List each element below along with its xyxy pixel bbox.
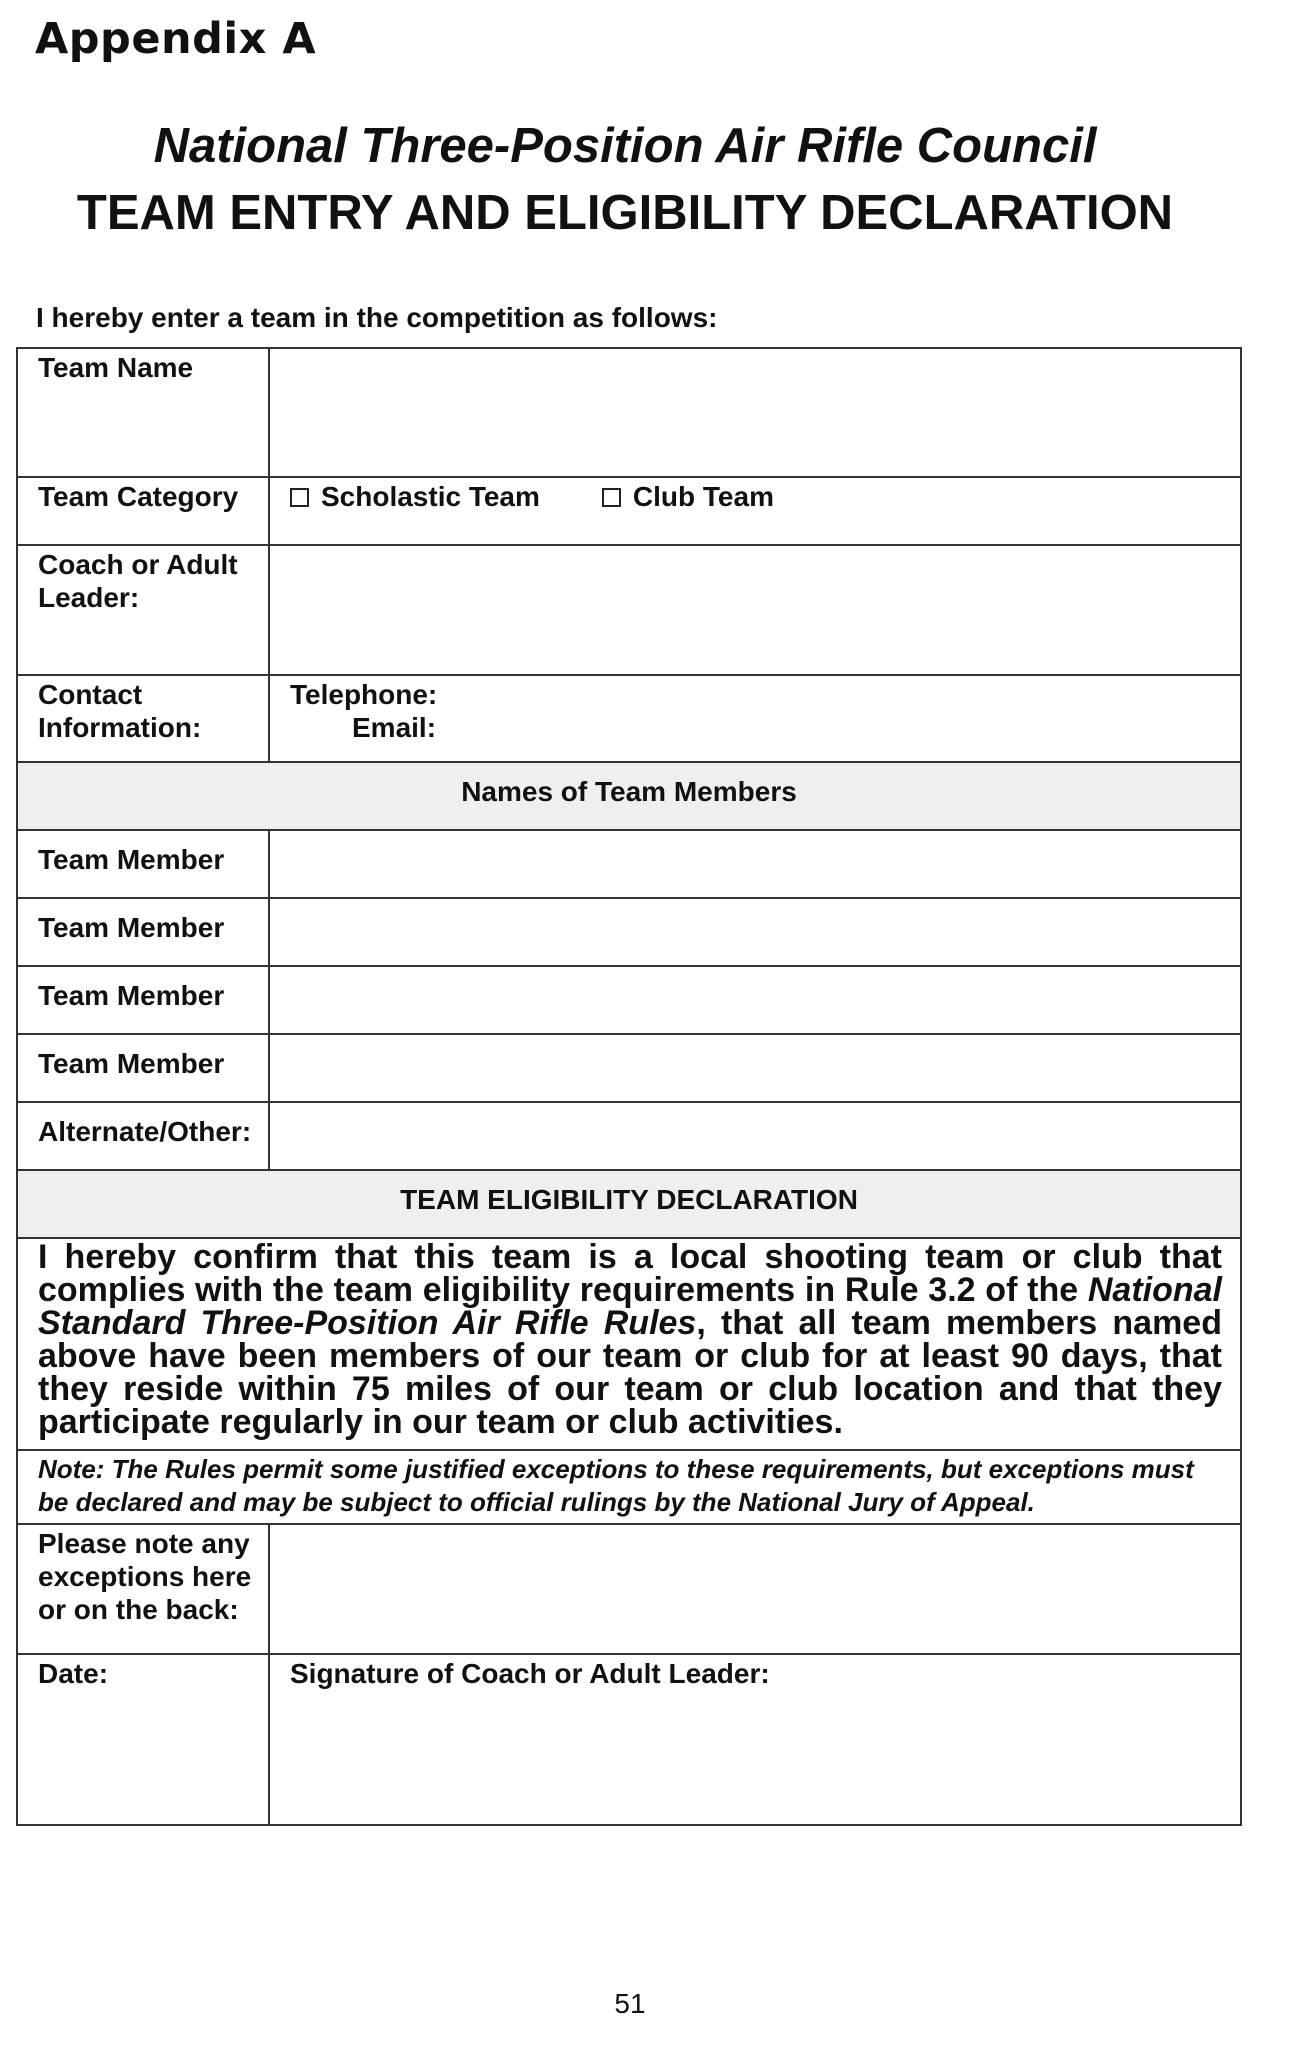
team-member-row: [17, 830, 1241, 898]
appendix-heading: Appendix A: [35, 14, 317, 64]
organization-title: National Three-Position Air Rifle Council: [153, 119, 1097, 173]
eligibility-header-row: [17, 1170, 1241, 1238]
contact-label: Contact Information:: [17, 675, 269, 762]
note-row: [17, 1450, 1241, 1524]
coach-field[interactable]: [269, 545, 1241, 675]
club-team-checkbox[interactable]: [602, 488, 621, 507]
signature-row: [17, 1654, 1241, 1825]
team-name-field[interactable]: [269, 348, 1241, 477]
team-member-field[interactable]: [269, 830, 1241, 898]
alternate-label: Alternate/Other:: [17, 1102, 269, 1170]
declaration-text: [17, 1238, 1241, 1450]
contact-row: [17, 675, 1241, 762]
alternate-field[interactable]: [269, 1102, 1241, 1170]
team-member-label: Team Member: [17, 1034, 269, 1102]
team-member-label: Team Member: [17, 966, 269, 1034]
team-member-row: [17, 1034, 1241, 1102]
eligibility-header: TEAM ELIGIBILITY DECLARATION: [17, 1170, 1241, 1238]
scholastic-team-checkbox[interactable]: [290, 488, 309, 507]
declaration-row: [17, 1238, 1241, 1450]
team-member-field[interactable]: [269, 966, 1241, 1034]
team-name-label: Team Name: [17, 348, 269, 477]
members-header-row: [17, 762, 1241, 830]
club-team-option-label: Club Team: [632, 481, 774, 512]
email-field[interactable]: Email:: [352, 712, 437, 743]
team-member-label: Team Member: [17, 898, 269, 966]
team-member-field[interactable]: [269, 898, 1241, 966]
exceptions-row: [17, 1524, 1241, 1654]
exceptions-note: Note: The Rules permit some justified exceptions to these requirements, but exceptions must be declared and may be subject to official rulings by the National Jury of Appeal.: [17, 1450, 1241, 1524]
coach-label: Coach or Adult Leader:: [17, 545, 269, 675]
scholastic-team-option-label: Scholastic Team: [321, 481, 540, 512]
team-category-options: [269, 477, 1241, 545]
contact-fields: [269, 675, 1241, 762]
declaration-rulebook-title: National Standard Three-Position Air Rifle Rules: [38, 1271, 1222, 1342]
date-field[interactable]: Date:: [17, 1654, 269, 1825]
declaration-part-1: I hereby confirm that this team is a local shooting team or club that complies with the team eligibility requirements in Rule 3.2 of the: [38, 1238, 1222, 1309]
team-category-row: [17, 477, 1241, 545]
intro-text: I hereby enter a team in the competition as follows:: [36, 302, 718, 333]
team-member-field[interactable]: [269, 1034, 1241, 1102]
exceptions-field[interactable]: [269, 1524, 1241, 1654]
team-member-label: Team Member: [17, 830, 269, 898]
page-number: 51: [614, 1988, 646, 2019]
telephone-field[interactable]: Telephone:: [290, 679, 438, 710]
coach-row: [17, 545, 1241, 675]
form-title: TEAM ENTRY AND ELIGIBILITY DECLARATION: [76, 186, 1174, 240]
exceptions-label: Please note any exceptions here or on the back:: [17, 1524, 269, 1654]
members-header: Names of Team Members: [17, 762, 1241, 830]
team-category-label: Team Category: [17, 477, 269, 545]
alternate-row: [17, 1102, 1241, 1170]
team-name-row: [17, 348, 1241, 477]
team-entry-form: [16, 347, 1242, 1826]
team-member-row: [17, 966, 1241, 1034]
team-member-row: [17, 898, 1241, 966]
signature-field[interactable]: Signature of Coach or Adult Leader:: [269, 1654, 1241, 1825]
declaration-part-2: , that all team members named above have been members of our team or club for at least 90 days, that they reside within 75 miles of our team or club location and that they participate regularly in our team or club activities.: [38, 1304, 1222, 1441]
